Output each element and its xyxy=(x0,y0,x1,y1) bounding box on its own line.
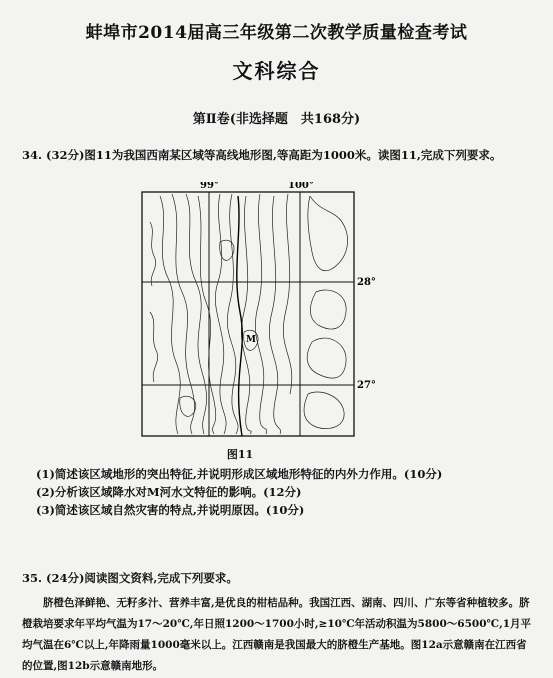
subject-title: 文科综合 xyxy=(232,59,321,83)
question-35-body: 脐橙色泽鲜艳、无籽多汁、营养丰富,是优良的柑桔品种。我国江西、湖南、四川、广东等省种植较多。脐橙栽培要求年平均气温为17～20℃,年日照1200～1700小时,≥10℃年活动积温为5800～6500℃,1月平均气温在6℃以上,年降雨量1000毫米以上。江西赣南是我国最大的脐橙生产基地。图12a示意赣南在江西省的位置,图12b示意赣南地形。 xyxy=(22,597,532,672)
map-frame xyxy=(142,192,354,436)
question-35-stem: 35. (24分)阅读图文资料,完成下列要求。 xyxy=(22,571,238,585)
exam-title: 蚌埠市2014届高三年级第二次教学质量检查考试 xyxy=(85,23,468,43)
subquestion-1: (1)简述该区域地形的突出特征,并说明形成区域地形特征的内外力作用。(10分) xyxy=(36,467,443,481)
question-34-stem: 34. (32分)图11为我国西南某区域等高线地形图,等高距为1000米。读图11,完成下列要求。 xyxy=(22,148,502,162)
figure-caption: 图11 xyxy=(226,448,254,461)
lon-label-100: 100° xyxy=(288,182,314,191)
contour-map xyxy=(120,182,410,472)
lat-label-27: 27° xyxy=(357,380,376,391)
contour-map-figure xyxy=(120,182,410,472)
river-m xyxy=(237,196,243,436)
river-m-label: M xyxy=(246,335,256,345)
lon-label-99: 99° xyxy=(200,182,219,191)
subquestion-2: (2)分析该区域降水对M河水文特征的影响。(12分) xyxy=(36,485,302,499)
subquestion-3: (3)简述该区域自然灾害的特点,并说明原因。(10分) xyxy=(36,503,305,517)
section-title: 第Ⅱ卷(非选择题 共168分) xyxy=(192,112,361,127)
contour-lines xyxy=(150,194,348,434)
lat-label-28: 28° xyxy=(357,277,376,288)
exam-header xyxy=(0,18,553,84)
